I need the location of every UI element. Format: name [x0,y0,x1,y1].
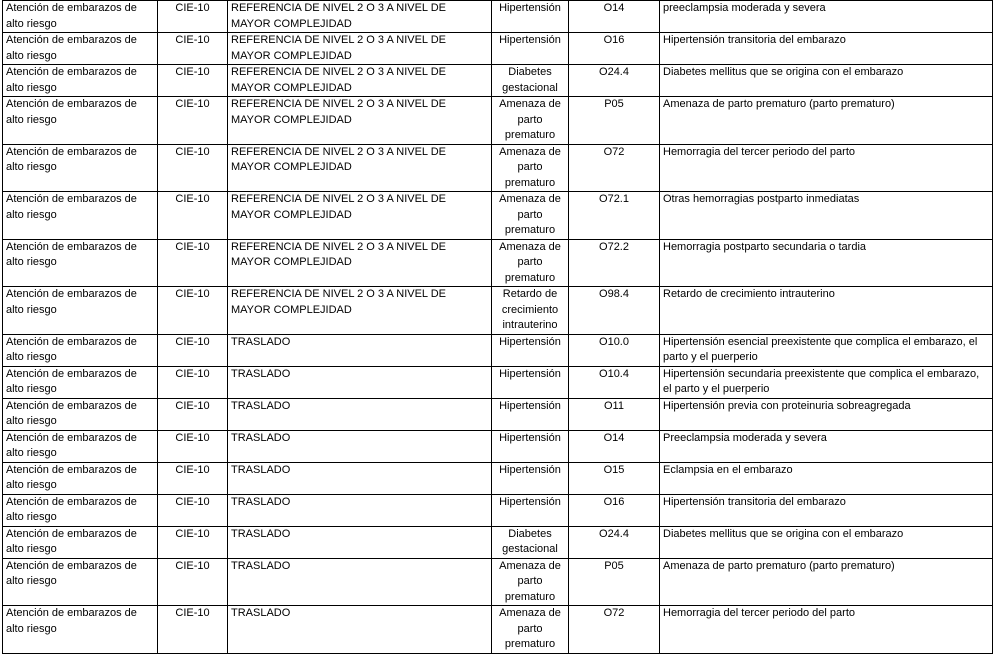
table-row [3,1,993,33]
table-row [3,334,993,366]
table-row [3,287,993,335]
cell-grupo: Amenaza de parto prematuro [492,144,569,192]
cell-codigo: O16 [569,33,660,65]
table-row [3,239,993,287]
cell-grupo: Hipertensión [492,334,569,366]
cell-codigo: O15 [569,462,660,494]
cell-accion: REFERENCIA DE NIVEL 2 O 3 A NIVEL DE MAYOR COMPLEJIDAD [228,1,492,33]
cell-descripcion: Hipertensión transitoria del embarazo [660,33,993,65]
cell-atencion: Atención de embarazos de alto riesgo [3,287,158,335]
cell-clasificacion: CIE-10 [158,526,228,558]
table-row [3,192,993,240]
cell-clasificacion: CIE-10 [158,65,228,97]
cell-accion: TRASLADO [228,430,492,462]
cell-grupo: Amenaza de parto prematuro [492,192,569,240]
cell-grupo: Hipertensión [492,430,569,462]
cell-clasificacion: CIE-10 [158,287,228,335]
cell-accion: REFERENCIA DE NIVEL 2 O 3 A NIVEL DE MAYOR COMPLEJIDAD [228,192,492,240]
cell-codigo: O14 [569,430,660,462]
cell-codigo: O72 [569,144,660,192]
cell-descripcion: Hipertensión esencial preexistente que complica el embarazo, el parto y el puerperio [660,334,993,366]
cell-clasificacion: CIE-10 [158,462,228,494]
cell-descripcion: Amenaza de parto prematuro (parto prematuro) [660,558,993,606]
table-row [3,526,993,558]
cell-grupo: Retardo de crecimiento intrauterino [492,287,569,335]
cell-accion: TRASLADO [228,334,492,366]
cell-accion: REFERENCIA DE NIVEL 2 O 3 A NIVEL DE MAYOR COMPLEJIDAD [228,65,492,97]
cell-codigo: O72.2 [569,239,660,287]
cell-descripcion: Diabetes mellitus que se origina con el embarazo [660,526,993,558]
cell-codigo: O72 [569,606,660,654]
cell-atencion: Atención de embarazos de alto riesgo [3,398,158,430]
cell-atencion: Atención de embarazos de alto riesgo [3,366,158,398]
cell-atencion: Atención de embarazos de alto riesgo [3,494,158,526]
cell-atencion: Atención de embarazos de alto riesgo [3,334,158,366]
cell-codigo: O24.4 [569,526,660,558]
cell-codigo: O10.4 [569,366,660,398]
cell-atencion: Atención de embarazos de alto riesgo [3,33,158,65]
cell-codigo: P05 [569,97,660,145]
cell-atencion: Atención de embarazos de alto riesgo [3,558,158,606]
cell-codigo: O11 [569,398,660,430]
cell-descripcion: Hipertensión transitoria del embarazo [660,494,993,526]
cell-codigo: P05 [569,558,660,606]
cell-clasificacion: CIE-10 [158,144,228,192]
cell-descripcion: Hemorragia del tercer periodo del parto [660,606,993,654]
cell-accion: TRASLADO [228,558,492,606]
cell-atencion: Atención de embarazos de alto riesgo [3,192,158,240]
cell-descripcion: Preeclampsia moderada y severa [660,430,993,462]
cell-clasificacion: CIE-10 [158,606,228,654]
table-row [3,558,993,606]
cell-atencion: Atención de embarazos de alto riesgo [3,606,158,654]
cell-grupo: Diabetes gestacional [492,65,569,97]
cell-atencion: Atención de embarazos de alto riesgo [3,144,158,192]
cell-clasificacion: CIE-10 [158,366,228,398]
cell-codigo: O24.4 [569,65,660,97]
cell-clasificacion: CIE-10 [158,430,228,462]
cell-atencion: Atención de embarazos de alto riesgo [3,430,158,462]
cell-grupo: Amenaza de parto prematuro [492,97,569,145]
referral-table [2,0,993,654]
cell-clasificacion: CIE-10 [158,33,228,65]
cell-grupo: Hipertensión [492,462,569,494]
cell-accion: REFERENCIA DE NIVEL 2 O 3 A NIVEL DE MAYOR COMPLEJIDAD [228,287,492,335]
table-row [3,398,993,430]
cell-accion: REFERENCIA DE NIVEL 2 O 3 A NIVEL DE MAYOR COMPLEJIDAD [228,97,492,145]
cell-codigo: O72.1 [569,192,660,240]
cell-atencion: Atención de embarazos de alto riesgo [3,1,158,33]
table-row [3,65,993,97]
table-row [3,97,993,145]
cell-descripcion: Hemorragia del tercer periodo del parto [660,144,993,192]
cell-descripcion: Hipertensión secundaria preexistente que complica el embarazo, el parto y el puerperio [660,366,993,398]
cell-clasificacion: CIE-10 [158,398,228,430]
cell-accion: TRASLADO [228,606,492,654]
cell-descripcion: Diabetes mellitus que se origina con el embarazo [660,65,993,97]
cell-descripcion: preeclampsia moderada y severa [660,1,993,33]
cell-accion: TRASLADO [228,366,492,398]
cell-descripcion: Eclampsia en el embarazo [660,462,993,494]
cell-clasificacion: CIE-10 [158,97,228,145]
cell-grupo: Amenaza de parto prematuro [492,606,569,654]
table-row [3,144,993,192]
cell-grupo: Hipertensión [492,1,569,33]
cell-atencion: Atención de embarazos de alto riesgo [3,65,158,97]
cell-atencion: Atención de embarazos de alto riesgo [3,526,158,558]
cell-atencion: Atención de embarazos de alto riesgo [3,97,158,145]
table-body [3,1,993,654]
cell-accion: REFERENCIA DE NIVEL 2 O 3 A NIVEL DE MAYOR COMPLEJIDAD [228,239,492,287]
cell-codigo: O14 [569,1,660,33]
cell-clasificacion: CIE-10 [158,1,228,33]
cell-accion: REFERENCIA DE NIVEL 2 O 3 A NIVEL DE MAYOR COMPLEJIDAD [228,144,492,192]
cell-grupo: Hipertensión [492,33,569,65]
cell-grupo: Diabetes gestacional [492,526,569,558]
cell-atencion: Atención de embarazos de alto riesgo [3,462,158,494]
cell-clasificacion: CIE-10 [158,192,228,240]
cell-grupo: Hipertensión [492,398,569,430]
cell-clasificacion: CIE-10 [158,494,228,526]
cell-grupo: Amenaza de parto prematuro [492,239,569,287]
table-row [3,494,993,526]
cell-accion: TRASLADO [228,398,492,430]
cell-descripcion: Otras hemorragias postparto inmediatas [660,192,993,240]
cell-descripcion: Amenaza de parto prematuro (parto prematuro) [660,97,993,145]
cell-grupo: Amenaza de parto prematuro [492,558,569,606]
cell-grupo: Hipertensión [492,366,569,398]
table-row [3,33,993,65]
cell-descripcion: Hipertensión previa con proteinuria sobreagregada [660,398,993,430]
cell-accion: REFERENCIA DE NIVEL 2 O 3 A NIVEL DE MAYOR COMPLEJIDAD [228,33,492,65]
table-row [3,430,993,462]
cell-codigo: O10.0 [569,334,660,366]
cell-clasificacion: CIE-10 [158,239,228,287]
cell-codigo: O98.4 [569,287,660,335]
cell-accion: TRASLADO [228,494,492,526]
table-row [3,606,993,654]
table-row [3,462,993,494]
cell-descripcion: Retardo de crecimiento intrauterino [660,287,993,335]
cell-clasificacion: CIE-10 [158,558,228,606]
cell-codigo: O16 [569,494,660,526]
cell-grupo: Hipertensión [492,494,569,526]
cell-atencion: Atención de embarazos de alto riesgo [3,239,158,287]
table-row [3,366,993,398]
cell-accion: TRASLADO [228,526,492,558]
cell-accion: TRASLADO [228,462,492,494]
cell-descripcion: Hemorragia postparto secundaria o tardia [660,239,993,287]
cell-clasificacion: CIE-10 [158,334,228,366]
